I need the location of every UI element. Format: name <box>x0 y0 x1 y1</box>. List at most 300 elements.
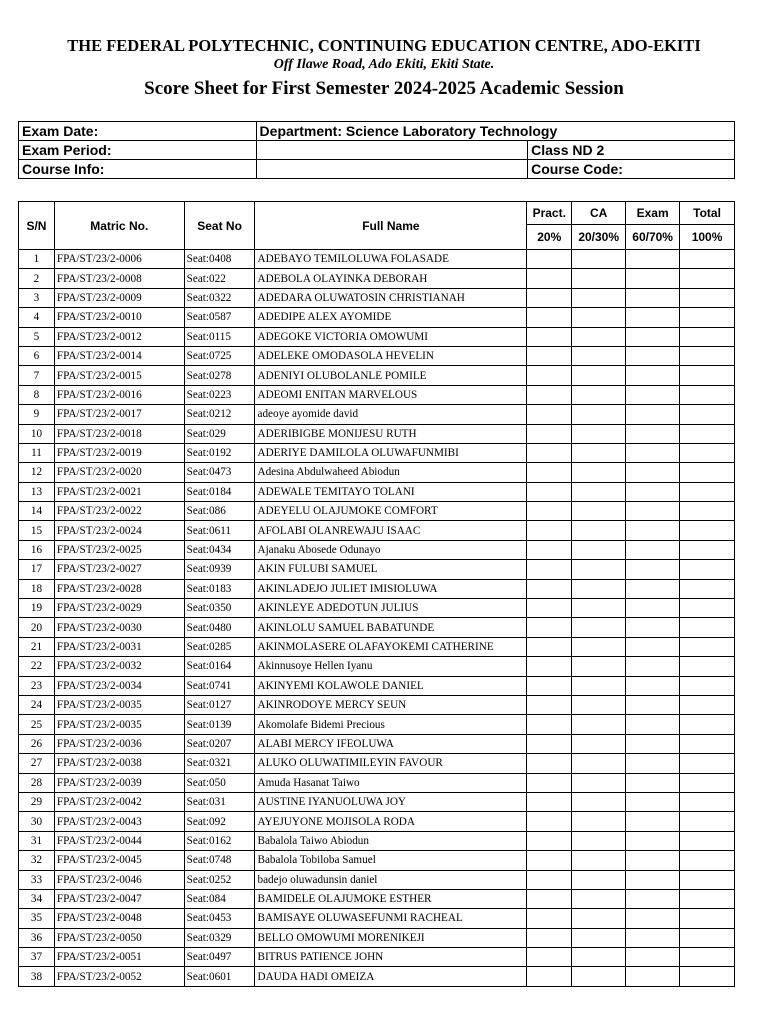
total-score-cell[interactable] <box>680 424 735 443</box>
row-sn: 37 <box>19 948 55 967</box>
pract-score-cell[interactable] <box>527 579 572 598</box>
row-matric-no: FPA/ST/23/2-0008 <box>54 269 184 288</box>
row-matric-no: FPA/ST/23/2-0020 <box>54 463 184 482</box>
row-sn: 1 <box>19 250 55 269</box>
row-seat-no: Seat:0350 <box>184 599 255 618</box>
exam-score-cell[interactable] <box>626 928 680 947</box>
exam-score-cell[interactable] <box>626 870 680 889</box>
exam-score-cell[interactable] <box>626 909 680 928</box>
ca-score-cell[interactable] <box>572 560 626 579</box>
row-matric-no: FPA/ST/23/2-0044 <box>54 831 184 850</box>
row-full-name: DAUDA HADI OMEIZA <box>255 967 527 986</box>
row-full-name: ADEWALE TEMITAYO TOLANI <box>255 482 527 501</box>
row-seat-no: Seat:084 <box>184 889 255 908</box>
row-full-name: ADELEKE OMODASOLA HEVELIN <box>255 346 527 365</box>
row-full-name: ADEGOKE VICTORIA OMOWUMI <box>255 327 527 346</box>
row-matric-no: FPA/ST/23/2-0035 <box>54 695 184 714</box>
row-matric-no: FPA/ST/23/2-0045 <box>54 851 184 870</box>
row-matric-no: FPA/ST/23/2-0006 <box>54 250 184 269</box>
row-sn: 35 <box>19 909 55 928</box>
exam-score-cell[interactable] <box>626 773 680 792</box>
total-score-cell[interactable] <box>680 734 735 753</box>
exam-score-cell[interactable] <box>626 405 680 424</box>
ca-score-cell[interactable] <box>572 928 626 947</box>
pract-score-cell[interactable] <box>527 482 572 501</box>
table-row <box>19 657 735 676</box>
total-score-cell[interactable] <box>680 695 735 714</box>
pract-score-cell[interactable] <box>527 851 572 870</box>
ca-score-cell[interactable] <box>572 657 626 676</box>
ca-score-cell[interactable] <box>572 502 626 521</box>
ca-score-cell[interactable] <box>572 385 626 404</box>
pract-score-cell[interactable] <box>527 909 572 928</box>
total-score-cell[interactable] <box>680 676 735 695</box>
table-row <box>19 754 735 773</box>
row-sn: 14 <box>19 502 55 521</box>
row-full-name: AYEJUYONE MOJISOLA RODA <box>255 812 527 831</box>
pract-score-cell[interactable] <box>527 870 572 889</box>
pract-score-cell[interactable] <box>527 967 572 986</box>
row-matric-no: FPA/ST/23/2-0031 <box>54 637 184 656</box>
row-full-name: ADEDIPE ALEX AYOMIDE <box>255 308 527 327</box>
pract-score-cell[interactable] <box>527 599 572 618</box>
exam-score-cell[interactable] <box>626 366 680 385</box>
table-row <box>19 250 735 269</box>
row-seat-no: Seat:022 <box>184 269 255 288</box>
row-full-name: ADEYELU OLAJUMOKE COMFORT <box>255 502 527 521</box>
ca-score-cell[interactable] <box>572 637 626 656</box>
pract-score-cell[interactable] <box>527 637 572 656</box>
pract-score-cell[interactable] <box>527 424 572 443</box>
row-sn: 17 <box>19 560 55 579</box>
row-full-name: ADEOMI ENITAN MARVELOUS <box>255 385 527 404</box>
department-label: Department: Science Laboratory Technology <box>256 122 734 141</box>
table-row <box>19 463 735 482</box>
row-matric-no: FPA/ST/23/2-0034 <box>54 676 184 695</box>
row-sn: 29 <box>19 792 55 811</box>
row-sn: 3 <box>19 288 55 307</box>
total-score-cell[interactable] <box>680 560 735 579</box>
row-seat-no: Seat:086 <box>184 502 255 521</box>
row-full-name: ALUKO OLUWATIMILEYIN FAVOUR <box>255 754 527 773</box>
total-score-cell[interactable] <box>680 250 735 269</box>
row-sn: 8 <box>19 385 55 404</box>
row-sn: 22 <box>19 657 55 676</box>
pract-score-cell[interactable] <box>527 773 572 792</box>
total-score-cell[interactable] <box>680 928 735 947</box>
ca-score-cell[interactable] <box>572 482 626 501</box>
total-score-cell[interactable] <box>680 870 735 889</box>
row-seat-no: Seat:0748 <box>184 851 255 870</box>
ca-score-cell[interactable] <box>572 909 626 928</box>
total-score-cell[interactable] <box>680 792 735 811</box>
row-sn: 21 <box>19 637 55 656</box>
exam-score-cell[interactable] <box>626 288 680 307</box>
row-sn: 9 <box>19 405 55 424</box>
total-score-cell[interactable] <box>680 502 735 521</box>
total-score-cell[interactable] <box>680 889 735 908</box>
pract-score-cell[interactable] <box>527 831 572 850</box>
row-sn: 26 <box>19 734 55 753</box>
ca-score-cell[interactable] <box>572 540 626 559</box>
exam-score-cell[interactable] <box>626 754 680 773</box>
row-seat-no: Seat:0183 <box>184 579 255 598</box>
exam-info-table <box>18 121 735 179</box>
total-score-cell[interactable] <box>680 385 735 404</box>
row-seat-no: Seat:0212 <box>184 405 255 424</box>
row-seat-no: Seat:0939 <box>184 560 255 579</box>
exam-score-cell[interactable] <box>626 599 680 618</box>
row-seat-no: Seat:0278 <box>184 366 255 385</box>
pract-score-cell[interactable] <box>527 812 572 831</box>
total-score-cell[interactable] <box>680 715 735 734</box>
col-ca-weight: 20/30% <box>572 225 626 250</box>
pract-score-cell[interactable] <box>527 521 572 540</box>
table-row <box>19 967 735 986</box>
ca-score-cell[interactable] <box>572 327 626 346</box>
exam-score-cell[interactable] <box>626 250 680 269</box>
ca-score-cell[interactable] <box>572 366 626 385</box>
total-score-cell[interactable] <box>680 482 735 501</box>
row-matric-no: FPA/ST/23/2-0019 <box>54 443 184 462</box>
pract-score-cell[interactable] <box>527 269 572 288</box>
row-seat-no: Seat:0434 <box>184 540 255 559</box>
ca-score-cell[interactable] <box>572 579 626 598</box>
col-matric: Matric No. <box>54 202 184 250</box>
row-full-name: BAMIDELE OLAJUMOKE ESTHER <box>255 889 527 908</box>
total-score-cell[interactable] <box>680 754 735 773</box>
exam-score-cell[interactable] <box>626 346 680 365</box>
total-score-cell[interactable] <box>680 521 735 540</box>
pract-score-cell[interactable] <box>527 889 572 908</box>
exam-score-cell[interactable] <box>626 385 680 404</box>
ca-score-cell[interactable] <box>572 695 626 714</box>
row-sn: 4 <box>19 308 55 327</box>
table-row <box>19 579 735 598</box>
class-label: Class ND 2 <box>528 141 735 160</box>
ca-score-cell[interactable] <box>572 521 626 540</box>
row-matric-no: FPA/ST/23/2-0012 <box>54 327 184 346</box>
score-table <box>18 201 735 987</box>
total-score-cell[interactable] <box>680 831 735 850</box>
total-score-cell[interactable] <box>680 618 735 637</box>
row-seat-no: Seat:0408 <box>184 250 255 269</box>
institution-title: THE FEDERAL POLYTECHNIC, CONTINUING EDUCATION CENTRE, ADO-EKITI <box>67 36 701 55</box>
row-full-name: adeoye ayomide david <box>255 405 527 424</box>
row-matric-no: FPA/ST/23/2-0052 <box>54 967 184 986</box>
ca-score-cell[interactable] <box>572 812 626 831</box>
row-full-name: Amuda Hasanat Taiwo <box>255 773 527 792</box>
pract-score-cell[interactable] <box>527 366 572 385</box>
exam-score-cell[interactable] <box>626 967 680 986</box>
exam-score-cell[interactable] <box>626 851 680 870</box>
row-full-name: AKINLEYE ADEDOTUN JULIUS <box>255 599 527 618</box>
row-full-name: ADEBOLA OLAYINKA DEBORAH <box>255 269 527 288</box>
table-row <box>19 792 735 811</box>
table-row <box>19 695 735 714</box>
row-full-name: BITRUS PATIENCE JOHN <box>255 948 527 967</box>
pract-score-cell[interactable] <box>527 308 572 327</box>
exam-score-cell[interactable] <box>626 948 680 967</box>
row-full-name: AFOLABI OLANREWAJU ISAAC <box>255 521 527 540</box>
table-row <box>19 424 735 443</box>
ca-score-cell[interactable] <box>572 599 626 618</box>
ca-score-cell[interactable] <box>572 870 626 889</box>
row-sn: 10 <box>19 424 55 443</box>
ca-score-cell[interactable] <box>572 405 626 424</box>
pract-score-cell[interactable] <box>527 288 572 307</box>
row-seat-no: Seat:029 <box>184 424 255 443</box>
exam-score-cell[interactable] <box>626 792 680 811</box>
ca-score-cell[interactable] <box>572 424 626 443</box>
exam-score-cell[interactable] <box>626 560 680 579</box>
ca-score-cell[interactable] <box>572 792 626 811</box>
row-seat-no: Seat:031 <box>184 792 255 811</box>
exam-score-cell[interactable] <box>626 463 680 482</box>
table-row <box>19 831 735 850</box>
total-score-cell[interactable] <box>680 269 735 288</box>
total-score-cell[interactable] <box>680 599 735 618</box>
exam-score-cell[interactable] <box>626 812 680 831</box>
pract-score-cell[interactable] <box>527 754 572 773</box>
row-seat-no: Seat:050 <box>184 773 255 792</box>
pract-score-cell[interactable] <box>527 715 572 734</box>
exam-score-cell[interactable] <box>626 521 680 540</box>
pract-score-cell[interactable] <box>527 676 572 695</box>
total-score-cell[interactable] <box>680 909 735 928</box>
exam-score-cell[interactable] <box>626 502 680 521</box>
row-seat-no: Seat:0497 <box>184 948 255 967</box>
row-matric-no: FPA/ST/23/2-0024 <box>54 521 184 540</box>
row-full-name: BAMISAYE OLUWASEFUNMI RACHEAL <box>255 909 527 928</box>
row-full-name: AUSTINE IYANUOLUWA JOY <box>255 792 527 811</box>
row-sn: 30 <box>19 812 55 831</box>
pract-score-cell[interactable] <box>527 463 572 482</box>
total-score-cell[interactable] <box>680 346 735 365</box>
row-sn: 32 <box>19 851 55 870</box>
row-seat-no: Seat:0162 <box>184 831 255 850</box>
ca-score-cell[interactable] <box>572 443 626 462</box>
row-sn: 6 <box>19 346 55 365</box>
row-seat-no: Seat:0184 <box>184 482 255 501</box>
row-sn: 15 <box>19 521 55 540</box>
row-sn: 2 <box>19 269 55 288</box>
ca-score-cell[interactable] <box>572 831 626 850</box>
row-sn: 23 <box>19 676 55 695</box>
ca-score-cell[interactable] <box>572 308 626 327</box>
total-score-cell[interactable] <box>680 308 735 327</box>
row-full-name: Adesina Abdulwaheed Abiodun <box>255 463 527 482</box>
total-score-cell[interactable] <box>680 405 735 424</box>
row-matric-no: FPA/ST/23/2-0014 <box>54 346 184 365</box>
table-row <box>19 676 735 695</box>
exam-date-label: Exam Date: <box>19 122 257 141</box>
exam-period-label: Exam Period: <box>19 141 257 160</box>
row-sn: 5 <box>19 327 55 346</box>
row-seat-no: Seat:0192 <box>184 443 255 462</box>
total-score-cell[interactable] <box>680 463 735 482</box>
row-seat-no: Seat:0322 <box>184 288 255 307</box>
table-row <box>19 521 735 540</box>
row-full-name: Babalola Tobiloba Samuel <box>255 851 527 870</box>
exam-score-cell[interactable] <box>626 676 680 695</box>
row-sn: 27 <box>19 754 55 773</box>
total-score-cell[interactable] <box>680 812 735 831</box>
row-matric-no: FPA/ST/23/2-0039 <box>54 773 184 792</box>
col-exam: Exam <box>626 202 680 225</box>
ca-score-cell[interactable] <box>572 463 626 482</box>
pract-score-cell[interactable] <box>527 657 572 676</box>
col-sn: S/N <box>19 202 55 250</box>
ca-score-cell[interactable] <box>572 676 626 695</box>
total-score-cell[interactable] <box>680 637 735 656</box>
exam-score-cell[interactable] <box>626 831 680 850</box>
row-sn: 36 <box>19 928 55 947</box>
ca-score-cell[interactable] <box>572 967 626 986</box>
ca-score-cell[interactable] <box>572 851 626 870</box>
exam-score-cell[interactable] <box>626 618 680 637</box>
row-matric-no: FPA/ST/23/2-0016 <box>54 385 184 404</box>
exam-score-cell[interactable] <box>626 443 680 462</box>
table-row <box>19 773 735 792</box>
total-score-cell[interactable] <box>680 579 735 598</box>
row-seat-no: Seat:0741 <box>184 676 255 695</box>
pract-score-cell[interactable] <box>527 405 572 424</box>
row-matric-no: FPA/ST/23/2-0048 <box>54 909 184 928</box>
row-full-name: ADEBAYO TEMILOLUWA FOLASADE <box>255 250 527 269</box>
ca-score-cell[interactable] <box>572 269 626 288</box>
ca-score-cell[interactable] <box>572 346 626 365</box>
total-score-cell[interactable] <box>680 327 735 346</box>
table-row <box>19 288 735 307</box>
row-seat-no: Seat:0480 <box>184 618 255 637</box>
exam-score-cell[interactable] <box>626 734 680 753</box>
total-score-cell[interactable] <box>680 948 735 967</box>
total-score-cell[interactable] <box>680 773 735 792</box>
pract-score-cell[interactable] <box>527 385 572 404</box>
total-score-cell[interactable] <box>680 443 735 462</box>
total-score-cell[interactable] <box>680 288 735 307</box>
exam-score-cell[interactable] <box>626 695 680 714</box>
exam-score-cell[interactable] <box>626 482 680 501</box>
pract-score-cell[interactable] <box>527 695 572 714</box>
ca-score-cell[interactable] <box>572 288 626 307</box>
pract-score-cell[interactable] <box>527 618 572 637</box>
pract-score-cell[interactable] <box>527 443 572 462</box>
exam-score-cell[interactable] <box>626 579 680 598</box>
table-row <box>19 618 735 637</box>
row-sn: 31 <box>19 831 55 850</box>
exam-score-cell[interactable] <box>626 889 680 908</box>
pract-score-cell[interactable] <box>527 928 572 947</box>
exam-score-cell[interactable] <box>626 540 680 559</box>
row-matric-no: FPA/ST/23/2-0032 <box>54 657 184 676</box>
row-sn: 19 <box>19 599 55 618</box>
ca-score-cell[interactable] <box>572 715 626 734</box>
pract-score-cell[interactable] <box>527 560 572 579</box>
row-seat-no: Seat:0223 <box>184 385 255 404</box>
row-matric-no: FPA/ST/23/2-0018 <box>54 424 184 443</box>
row-full-name: ADERIBIGBE MONIJESU RUTH <box>255 424 527 443</box>
course-info-label: Course Info: <box>19 160 257 179</box>
pract-score-cell[interactable] <box>527 346 572 365</box>
col-total-weight: 100% <box>680 225 735 250</box>
row-full-name: Babalola Taiwo Abiodun <box>255 831 527 850</box>
course-info-value <box>256 160 528 179</box>
pract-score-cell[interactable] <box>527 540 572 559</box>
student-rows <box>19 250 735 987</box>
pract-score-cell[interactable] <box>527 327 572 346</box>
row-seat-no: Seat:0164 <box>184 657 255 676</box>
row-matric-no: FPA/ST/23/2-0036 <box>54 734 184 753</box>
total-score-cell[interactable] <box>680 366 735 385</box>
row-matric-no: FPA/ST/23/2-0027 <box>54 560 184 579</box>
pract-score-cell[interactable] <box>527 734 572 753</box>
total-score-cell[interactable] <box>680 967 735 986</box>
row-sn: 13 <box>19 482 55 501</box>
exam-score-cell[interactable] <box>626 269 680 288</box>
table-row <box>19 715 735 734</box>
col-exam-weight: 60/70% <box>626 225 680 250</box>
pract-score-cell[interactable] <box>527 502 572 521</box>
row-sn: 16 <box>19 540 55 559</box>
row-sn: 18 <box>19 579 55 598</box>
course-code-label: Course Code: <box>528 160 735 179</box>
table-row <box>19 366 735 385</box>
ca-score-cell[interactable] <box>572 618 626 637</box>
row-sn: 25 <box>19 715 55 734</box>
row-matric-no: FPA/ST/23/2-0028 <box>54 579 184 598</box>
exam-score-cell[interactable] <box>626 715 680 734</box>
row-sn: 12 <box>19 463 55 482</box>
row-seat-no: Seat:0453 <box>184 909 255 928</box>
ca-score-cell[interactable] <box>572 948 626 967</box>
row-seat-no: Seat:0252 <box>184 870 255 889</box>
sheet-title: Score Sheet for First Semester 2024-2025 Academic Session <box>144 78 624 99</box>
exam-score-cell[interactable] <box>626 657 680 676</box>
row-full-name: Akinnusoye Hellen Iyanu <box>255 657 527 676</box>
row-seat-no: Seat:0139 <box>184 715 255 734</box>
total-score-cell[interactable] <box>680 851 735 870</box>
table-row <box>19 948 735 967</box>
row-full-name: badejo oluwadunsin daniel <box>255 870 527 889</box>
row-seat-no: Seat:0725 <box>184 346 255 365</box>
row-matric-no: FPA/ST/23/2-0051 <box>54 948 184 967</box>
ca-score-cell[interactable] <box>572 734 626 753</box>
row-matric-no: FPA/ST/23/2-0015 <box>54 366 184 385</box>
exam-score-cell[interactable] <box>626 308 680 327</box>
pract-score-cell[interactable] <box>527 792 572 811</box>
pract-score-cell[interactable] <box>527 250 572 269</box>
exam-score-cell[interactable] <box>626 424 680 443</box>
pract-score-cell[interactable] <box>527 948 572 967</box>
total-score-cell[interactable] <box>680 540 735 559</box>
ca-score-cell[interactable] <box>572 250 626 269</box>
row-full-name: AKINMOLASERE OLAFAYOKEMI CATHERINE <box>255 637 527 656</box>
table-row <box>19 269 735 288</box>
table-row <box>19 482 735 501</box>
row-matric-no: FPA/ST/23/2-0017 <box>54 405 184 424</box>
exam-score-cell[interactable] <box>626 327 680 346</box>
ca-score-cell[interactable] <box>572 754 626 773</box>
col-pract: Pract. <box>527 202 572 225</box>
col-name: Full Name <box>255 202 527 250</box>
ca-score-cell[interactable] <box>572 773 626 792</box>
ca-score-cell[interactable] <box>572 889 626 908</box>
table-row <box>19 637 735 656</box>
total-score-cell[interactable] <box>680 657 735 676</box>
exam-score-cell[interactable] <box>626 637 680 656</box>
